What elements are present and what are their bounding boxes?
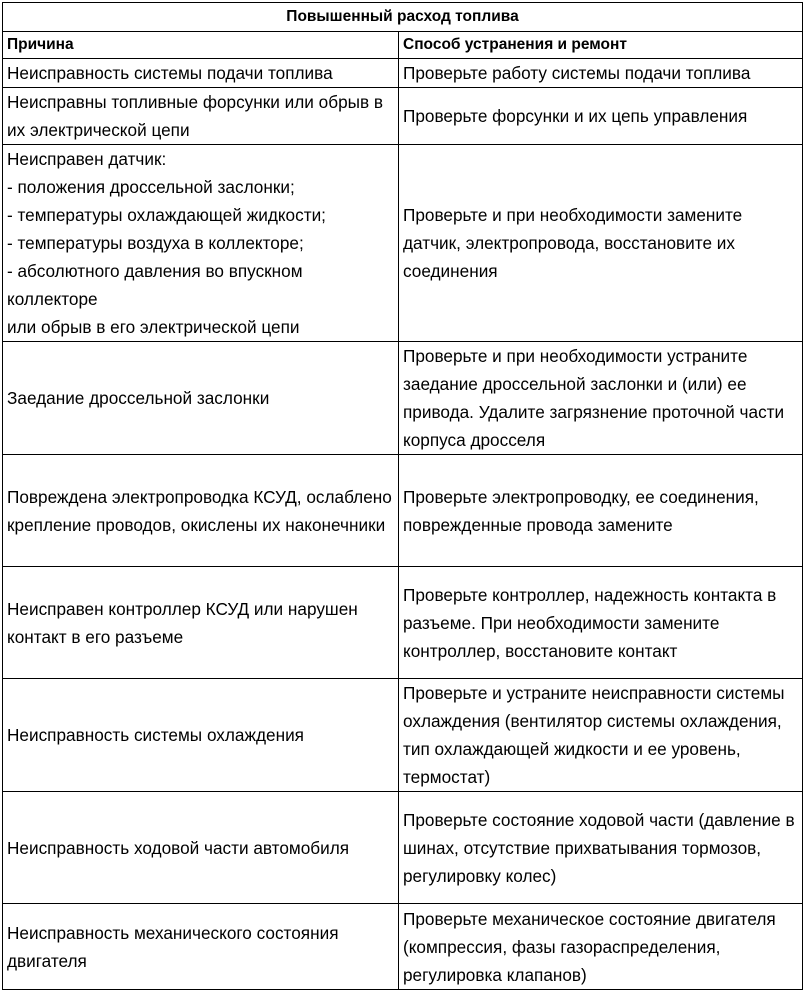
table-row xyxy=(3,59,803,88)
remedy-cell: Проверьте форсунки и их цепь управления xyxy=(399,88,803,145)
cause-cell: Неисправность механического состояния двигателя xyxy=(3,904,399,990)
table-row xyxy=(3,792,803,904)
title-row xyxy=(3,3,803,32)
remedy-cell: Проверьте механическое состояние двигателя (компрессия, фазы газораспределения, регулировка клапанов) xyxy=(399,904,803,990)
table-row xyxy=(3,567,803,679)
cause-cell: Неисправен датчик: - положения дроссельной заслонки; - температуры охлаждающей жидкости; - температуры воздуха в коллекторе; - абсолютного давления во впускном коллекторе или обрыв в его электрической цепи xyxy=(3,145,399,342)
cause-cell: Заедание дроссельной заслонки xyxy=(3,342,399,455)
cause-cell: Неисправность системы подачи топлива xyxy=(3,59,399,88)
remedy-cell: Проверьте и при необходимости замените датчик, электропровода, восстановите их соединения xyxy=(399,145,803,342)
table-title: Повышенный расход топлива xyxy=(3,3,803,32)
remedy-cell: Проверьте электропроводку, ее соединения, поврежденные провода замените xyxy=(399,455,803,567)
table-row xyxy=(3,88,803,145)
cause-cell: Неисправны топливные форсунки или обрыв в их электрической цепи xyxy=(3,88,399,145)
table-row xyxy=(3,904,803,990)
remedy-cell: Проверьте и устраните неисправности системы охлаждения (вентилятор системы охлаждения, тип охлаждающей жидкости и ее уровень, термостат) xyxy=(399,679,803,792)
cause-cell: Неисправность ходовой части автомобиля xyxy=(3,792,399,904)
cause-cell: Повреждена электропроводка КСУД, ослаблено крепление проводов, окислены их наконечники xyxy=(3,455,399,567)
table-row xyxy=(3,455,803,567)
column-header-cause: Причина xyxy=(3,32,399,59)
cause-cell: Неисправность системы охлаждения xyxy=(3,679,399,792)
table-row xyxy=(3,145,803,342)
table-row xyxy=(3,679,803,792)
fuel-consumption-table xyxy=(2,2,803,990)
header-row xyxy=(3,32,803,59)
column-header-remedy: Способ устранения и ремонт xyxy=(399,32,803,59)
table-row xyxy=(3,342,803,455)
cause-cell: Неисправен контроллер КСУД или нарушен контакт в его разъеме xyxy=(3,567,399,679)
remedy-cell: Проверьте работу системы подачи топлива xyxy=(399,59,803,88)
remedy-cell: Проверьте контроллер, надежность контакта в разъеме. При необходимости замените контроллер, восстановите контакт xyxy=(399,567,803,679)
remedy-cell: Проверьте и при необходимости устраните заедание дроссельной заслонки и (или) ее привода. Удалите загрязнение проточной части корпуса дросселя xyxy=(399,342,803,455)
remedy-cell: Проверьте состояние ходовой части (давление в шинах, отсутствие прихватывания тормозов, регулировку колес) xyxy=(399,792,803,904)
